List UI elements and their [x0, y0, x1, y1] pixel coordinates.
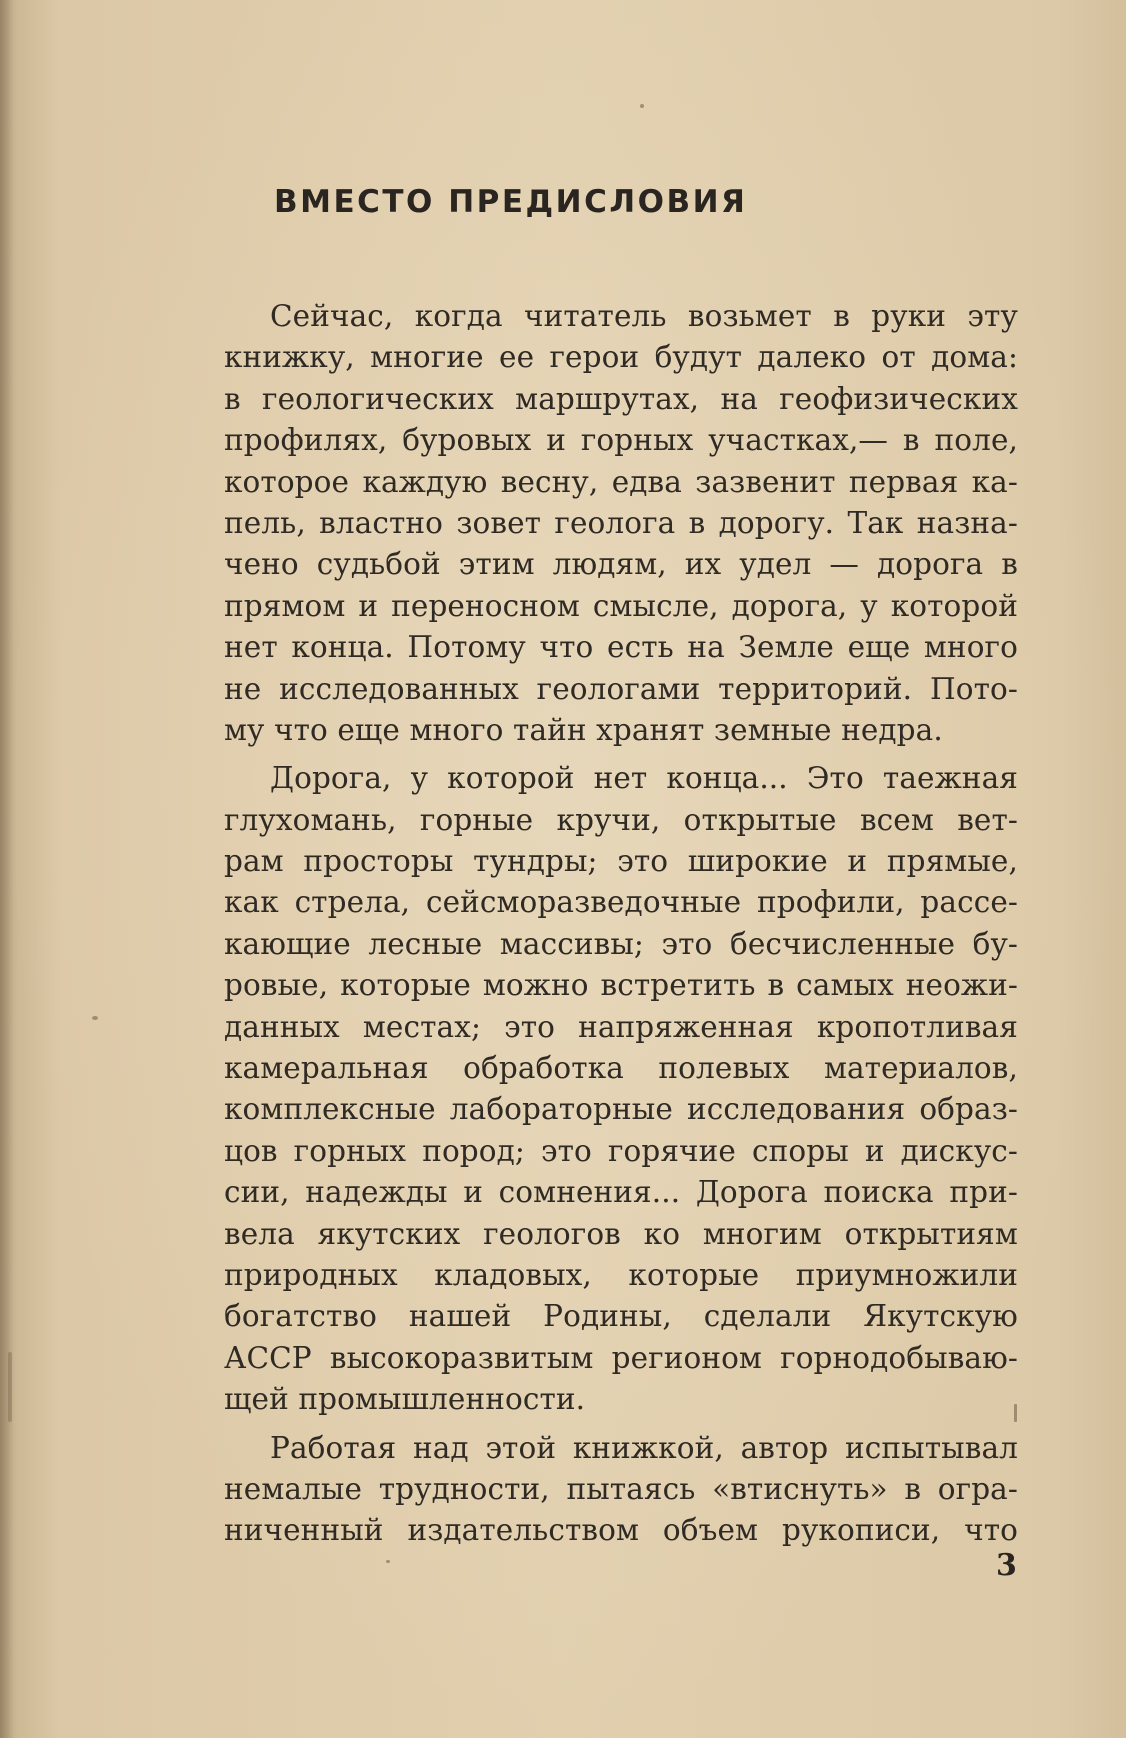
spine-shadow	[0, 0, 14, 1738]
text-line: пель, властно зовет геолога в дорогу. Так назна-	[224, 505, 1018, 540]
text-line: комплексные лабораторные исследования образ-	[224, 1092, 1018, 1127]
text-line: сии, надежды и сомнения... Дорога поиска при-	[224, 1175, 1018, 1210]
text-line: Сейчас, когда читатель возьмет в руки эту	[270, 299, 1018, 333]
text-line: щей промышленности.	[224, 1382, 586, 1417]
text-line: немалые трудности, пытаясь «втиснуть» в огра-	[224, 1471, 1018, 1506]
body-text	[224, 296, 1018, 1552]
paper-speck	[8, 1352, 12, 1422]
paragraph-gap	[224, 1421, 1018, 1428]
text-line: как стрела, сейсморазведочные профили, рассе-	[224, 885, 1018, 920]
paper-speck	[92, 1016, 98, 1020]
text-line: прямом и переносном смысле, дорога, у которой	[224, 588, 1018, 623]
text-line: нет конца. Потому что есть на Земле еще много	[224, 630, 1018, 665]
text-line: данных местах; это напряженная кропотливая	[224, 1009, 1018, 1044]
text-line: му что еще много тайн хранят земные недра.	[224, 712, 943, 747]
text-line: ниченный издательством объем рукописи, что	[224, 1513, 1018, 1548]
text-line: АССР высокоразвитым регионом горнодобываю-	[224, 1340, 1018, 1375]
paper-speck	[1014, 1404, 1017, 1422]
text-line: кающие лесные массивы; это бесчисленные бу-	[224, 926, 1018, 961]
paragraph-gap	[224, 751, 1018, 758]
page-number: 3	[996, 1548, 1017, 1583]
paragraph	[224, 296, 1018, 751]
text-line: Работая над этой книжкой, автор испытывал	[270, 1430, 1018, 1465]
paragraph	[224, 758, 1018, 1420]
page-title: ВМЕСТО ПРЕДИСЛОВИЯ	[274, 184, 748, 220]
text-line: которое каждую весну, едва зазвенит первая ка-	[224, 464, 1018, 499]
text-line: Дорога, у которой нет конца... Это таежная	[270, 761, 1018, 796]
text-line: камеральная обработка полевых материалов,	[224, 1051, 1018, 1086]
paragraph	[224, 1428, 1018, 1552]
text-line: в геологических маршрутах, на геофизических	[224, 381, 1018, 416]
text-line: рам просторы тундры; это широкие и прямые,	[224, 844, 1018, 879]
text-line: богатство нашей Родины, сделали Якутскую	[224, 1299, 1018, 1334]
text-line: ровые, которые можно встретить в самых неожи-	[224, 968, 1018, 1003]
text-line: не исследованных геологами территорий. Пото-	[224, 671, 1018, 706]
text-line: глухомань, горные кручи, открытые всем вет-	[224, 802, 1018, 837]
text-line: природных кладовых, которые приумножили	[224, 1257, 1018, 1292]
text-line: чено судьбой этим людям, их удел — дорога в	[224, 547, 1018, 582]
text-line: профилях, буровых и горных участках,— в поле,	[224, 423, 1018, 458]
paper-speck	[386, 1560, 390, 1563]
paper-speck	[640, 104, 644, 108]
text-line: цов горных пород; это горячие споры и дискус-	[224, 1133, 1018, 1168]
text-line: книжку, многие ее герои будут далеко от дома:	[224, 340, 1018, 375]
text-line: вела якутских геологов ко многим открытиям	[224, 1216, 1018, 1251]
